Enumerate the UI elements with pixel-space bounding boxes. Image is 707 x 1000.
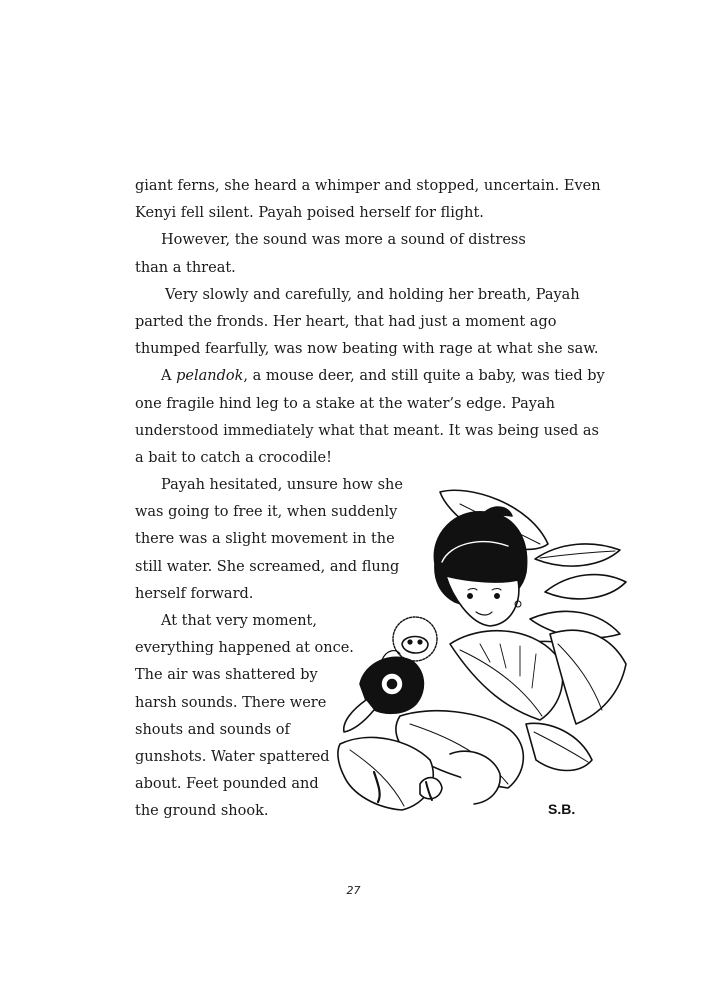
text-line: gunshots. Water spattered [135,748,330,765]
pelandok-term: pelandok [176,368,244,385]
text-line: herself forward. [135,585,254,602]
text-line: Payah hesitated, unsure how she [161,477,403,494]
text-line: about. Feet pounded and [135,776,319,793]
text-line: everything happened at once. [135,640,354,657]
text-line-rest: , a mouse deer, and still quite a baby, was tied by [243,368,605,385]
text-line: giant ferns, she heard a whimper and stopped, uncertain. Even [135,178,601,194]
girl-figure [434,507,526,626]
text-line: Very slowly and carefully, and holding her breath, Payah [165,286,580,303]
text-line: harsh sounds. There were [135,694,327,711]
artist-signature: S.B. [548,801,576,817]
text-line: The air was shattered by [135,667,318,684]
text-line: Kenyi fell silent. Payah poised herself for flight. [135,205,484,222]
text-line: still water. She screamed, and flung [135,558,400,575]
text-line: At that very moment, [161,613,317,629]
text-line: there was a slight movement in the [135,531,395,548]
text-line: the ground shook. [135,803,269,820]
text-line: a bait to catch a crocodile! [135,449,332,466]
text-line: one fragile hind leg to a stake at the water’s edge. Payah [135,395,555,412]
text-line: than a threat. [135,259,236,276]
text-line-pelandok [135,363,605,390]
text-line: shouts and sounds of [135,721,290,738]
text-line: parted the fronds. Her heart, that had just a moment ago [135,313,557,330]
front-leaves [338,630,626,810]
jungle-illustration [330,484,630,826]
article-a: A [161,368,177,385]
text-line: was going to free it, when suddenly [135,504,398,521]
text-line: However, the sound was more a sound of distress [161,232,526,249]
page-number: 27 [346,884,361,897]
text-line: understood immediately what that meant. It was being used as [135,422,599,439]
text-line: thumped fearfully, was now beating with rage at what she saw. [135,341,599,358]
